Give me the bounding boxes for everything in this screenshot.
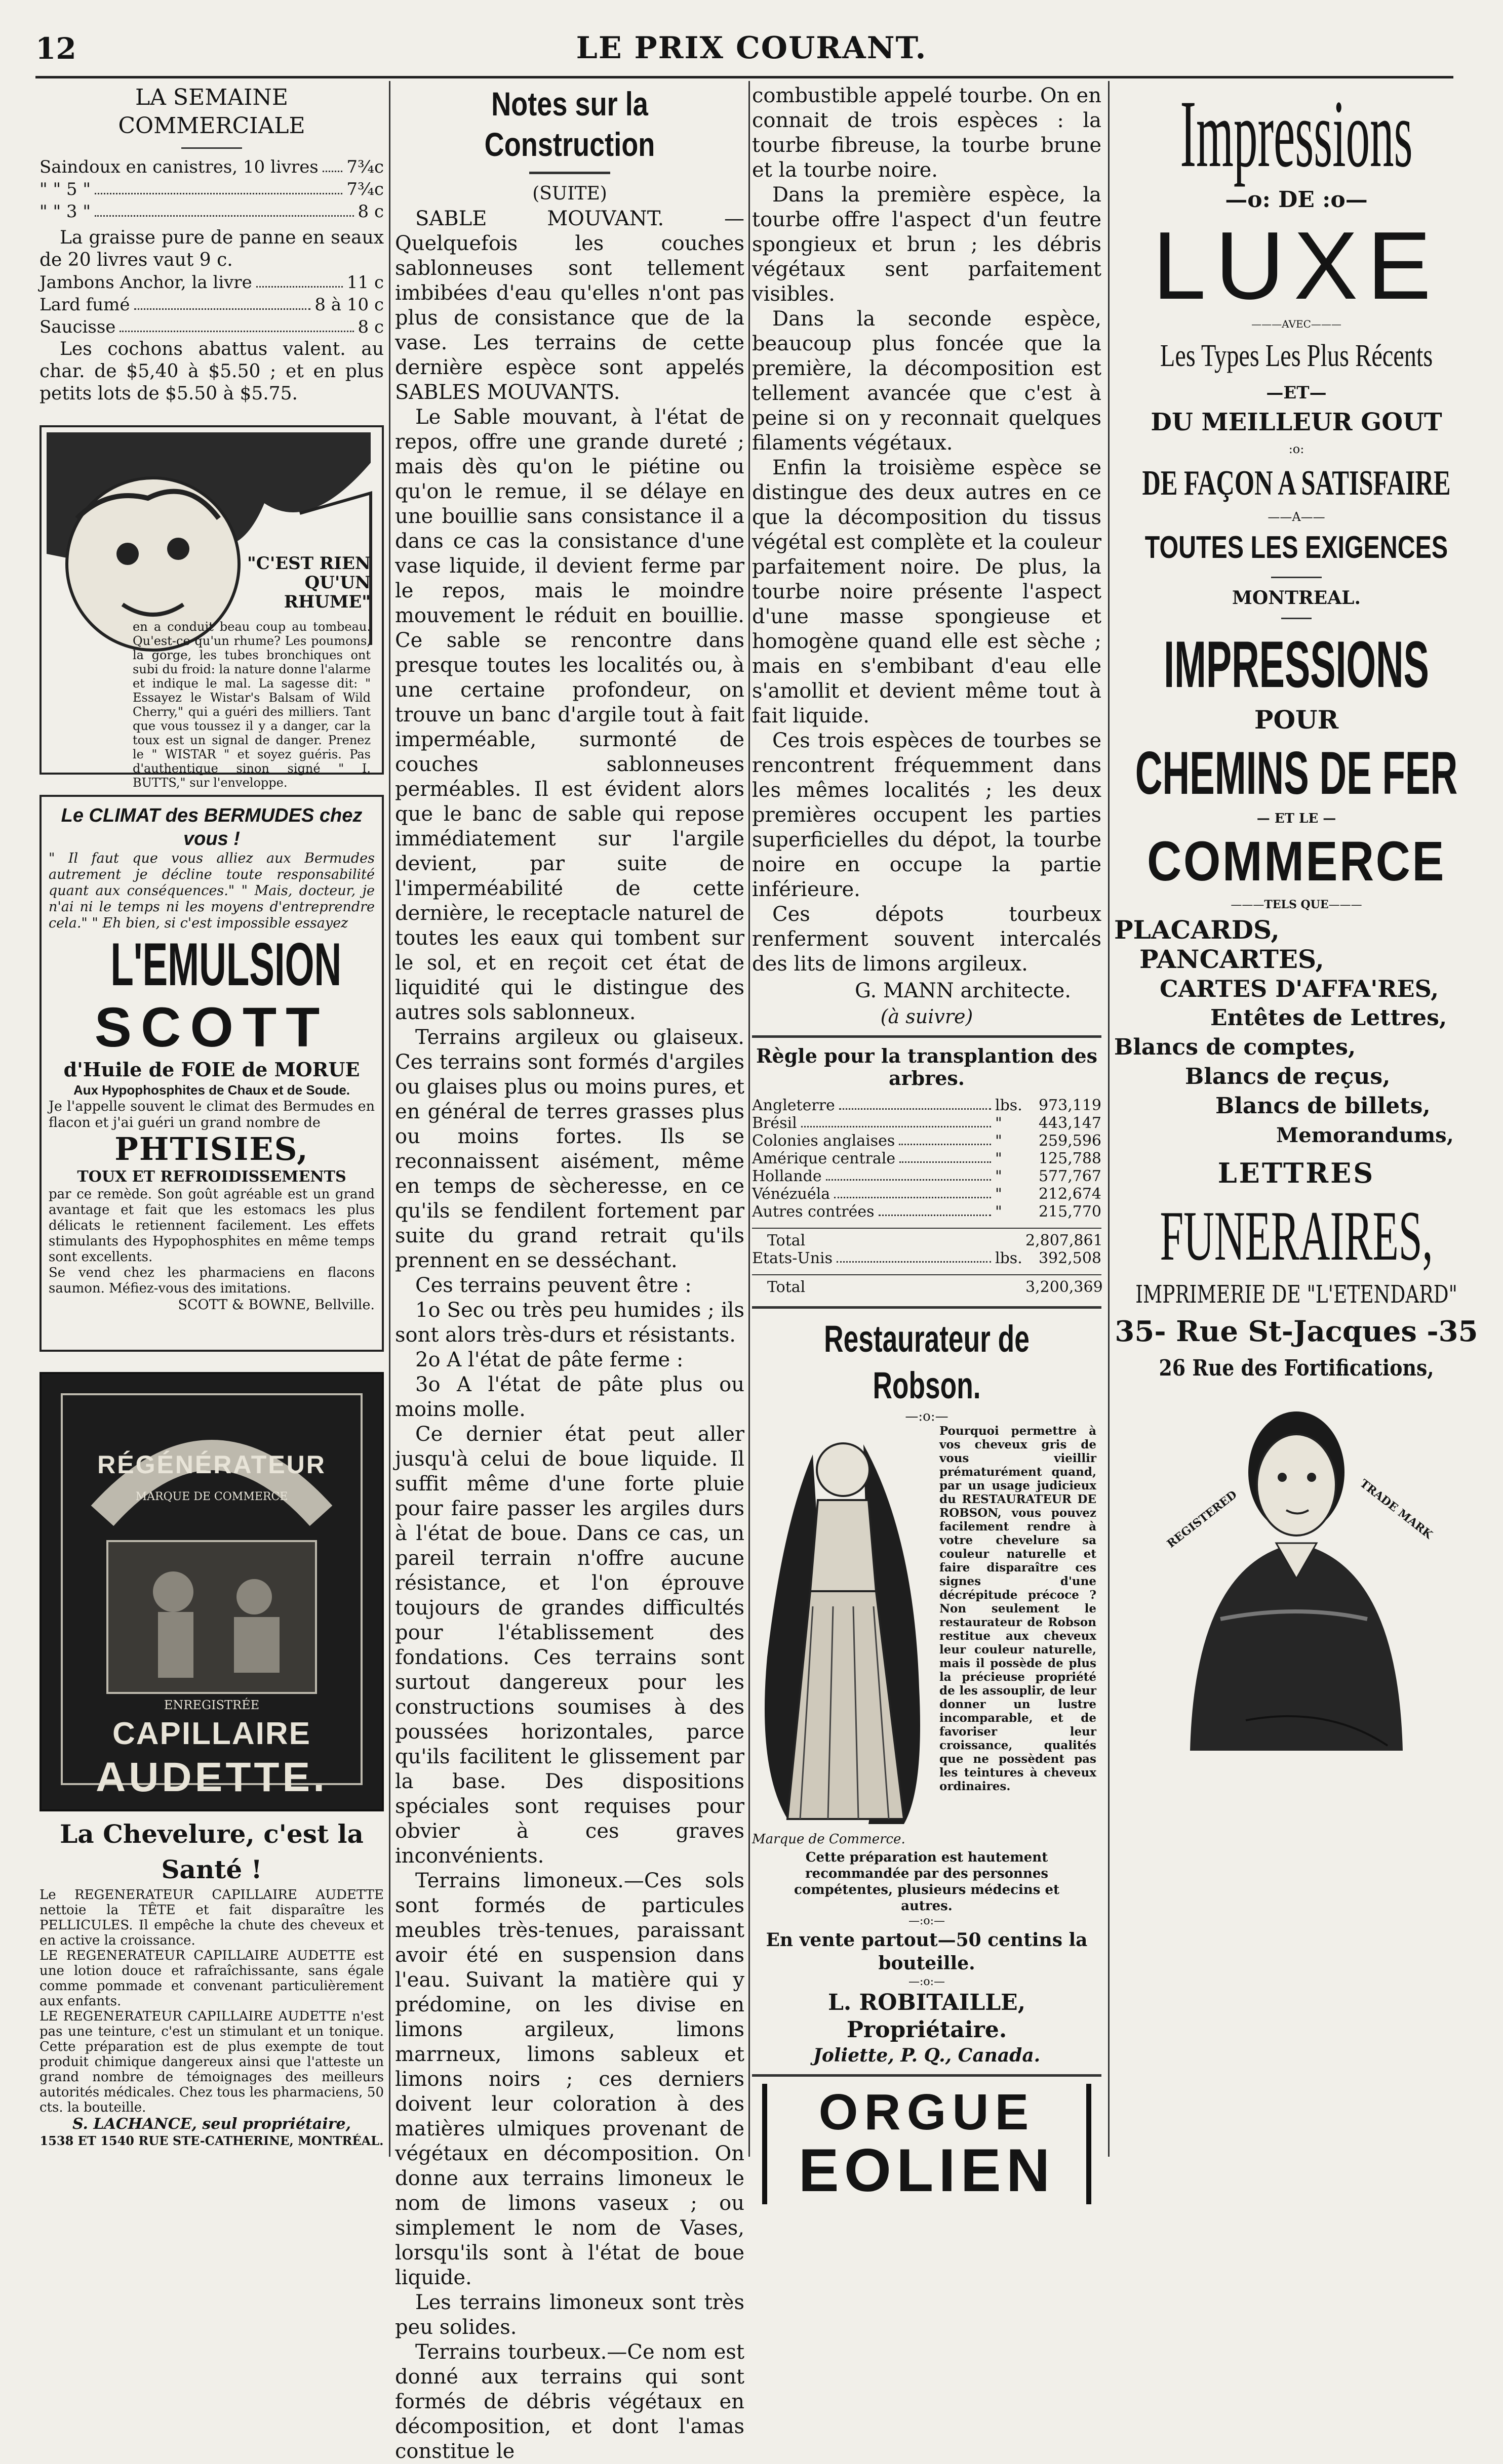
column-divider bbox=[748, 81, 750, 2157]
divider bbox=[529, 172, 610, 174]
table-total-row: Total 2,807,861 bbox=[752, 1228, 1101, 1249]
table-row: Angleterre lbs. 973,119 bbox=[752, 1097, 1101, 1114]
woman-illustration bbox=[752, 1424, 934, 1829]
scott-text-1: Je l'appelle souvent le climat des Bermudes en flacon et j'ai guéri un grand nombre de bbox=[49, 1099, 375, 1130]
address-line-1: 35- Rue St-Jacques -35 bbox=[1115, 1315, 1478, 1348]
article-author: G. MANN architecte. bbox=[854, 979, 1071, 1002]
article-paragraph: SABLE MOUVANT. — Quelquefois les couches sablonneuses sont tellement imbibées d'eau qu'elles n'ont pas plus de consistance que de la vase. Les terrains de cette dernière espèce sont appelés SABLES MOUVANTS. bbox=[395, 207, 744, 404]
article-paragraph: Ces terrains peuvent être : bbox=[415, 1274, 692, 1297]
a-line: ——A—— bbox=[1268, 510, 1325, 524]
list-item: PLACARDS, bbox=[1114, 915, 1280, 945]
table-row: Amérique centrale " 125,788 bbox=[752, 1150, 1101, 1167]
article-continued: (à suivre) bbox=[880, 1005, 973, 1028]
funeraires-line: FUNERAIRES, bbox=[1160, 1197, 1433, 1275]
regenerateur-body-2: LE REGENERATEUR CAPILLAIRE AUDETTE est une lotion douce et rafraîchissante, sans égale comme pommade et convenant particulièrement aux enfants. bbox=[39, 1948, 384, 2009]
robson-recommend: Cette préparation est hautement recommandée par des personnes compétentes, plusieurs médecins et autres. bbox=[794, 1850, 1060, 1914]
robson-price: En vente partout—50 centins la bouteille. bbox=[766, 1929, 1088, 1974]
scott-emulsion-ad bbox=[39, 795, 384, 1352]
table-row: Colonies anglaises " 259,596 bbox=[752, 1132, 1101, 1150]
trademark-label: TRADE MARK bbox=[1357, 1477, 1435, 1542]
avec-line: ———AVEC——— bbox=[1251, 318, 1341, 330]
de-line: —o: DE :o— bbox=[1225, 187, 1368, 213]
table-row: Etats-Unis lbs. 392,508 bbox=[752, 1249, 1101, 1267]
scott-disease: PHTISIES, bbox=[114, 1130, 309, 1167]
address-line-2: 26 Rue des Fortifications, bbox=[1159, 1355, 1434, 1381]
article-paragraph: 2o A l'état de pâte ferme : bbox=[415, 1348, 684, 1371]
article-paragraph: combustible appelé tourbe. On en connait de trois espèces : la tourbe fibreuse, la tourbe brune et la tourbe noire. bbox=[752, 84, 1101, 182]
market-heading: LA SEMAINE COMMERCIALE bbox=[118, 85, 305, 139]
scott-text-2: par ce remède. Son goût agréable est un grand avantage et fait que les estomacs les plus délicats le retiennent facilement. Les effets stimulants des Hypophosphites en même temps sont excellents. bbox=[49, 1187, 375, 1265]
sep-line: :o: bbox=[1288, 442, 1304, 456]
regenerateur-registered: ENREGISTRÉE bbox=[164, 1698, 260, 1712]
robson-owner: L. ROBITAILLE, Propriétaire. bbox=[827, 1990, 1026, 2043]
article-paragraph: Le Sable mouvant, à l'état de repos, offre une grande dureté ; mais dès qu'on le piétine ou qu'on le remue, il se délaye en une bouillie sans consistance il a dans ce cas la consistance d'une vase liquide, il devient ferme par le repos, mais le moindre mouvement le réduit en bouillie. Ce sable se rencontre dans presque toutes les localités ou, à une certaine profondeur, on trouve un banc d'argile tout à fait imperméable, surmonté de couches sablonneuses perméables. Il est évident alors que le banc de sable qui repose immédiatement sur l'argile devient, par suite de l'imperméabilité de cette dernière, le receptacle naturel de toutes les eaux qui tombent sur le sol, et en reçoit cet état de liquidité qui le distingue des autres sols sablonneux. bbox=[395, 406, 744, 1024]
regenerateur-ad-banner bbox=[39, 1372, 384, 1811]
market-line: " " 5 " 7¾c bbox=[39, 179, 384, 199]
portrait-illustration bbox=[1114, 1396, 1479, 1751]
regenerateur-trademark: MARQUE DE COMMERCE bbox=[135, 1490, 288, 1503]
article-title: Notes sur la Construction bbox=[484, 85, 655, 163]
regenerateur-capillaire: CAPILLAIRE bbox=[112, 1716, 311, 1751]
table-row: Brésil " 443,147 bbox=[752, 1114, 1101, 1132]
scott-signature: SCOTT & BOWNE, Bellville. bbox=[178, 1297, 375, 1313]
list-item: Blancs de billets, bbox=[1215, 1093, 1431, 1119]
lard-text: La graisse pure de panne en seaux de 20 livres vaut 9 c. bbox=[39, 227, 384, 270]
list-item: CARTES D'AFFA'RES, bbox=[1160, 975, 1439, 1002]
pour-line: POUR bbox=[1254, 705, 1339, 735]
et-line: —ET— bbox=[1266, 383, 1327, 403]
imprimerie-line: IMPRIMERIE DE "L'ETENDARD" bbox=[1135, 1280, 1457, 1309]
scott-sub2: Aux Hypophosphites de Chaux et de Soude. bbox=[73, 1082, 350, 1098]
market-line: Saindoux en canistres, 10 livres 7¾c bbox=[39, 157, 384, 177]
scott-text-3: Se vend chez les pharmaciens en flacons saumon. Méfiez-vous des imitations. bbox=[49, 1265, 375, 1296]
exigences-line: TOUTES LES EXIGENCES bbox=[1144, 530, 1448, 565]
article-paragraph: Ces trois espèces de tourbes se rencontrent fréquemment dans les mêmes localités ; les deux premières occupent les parties superficielles du dépot, la tourbe noire en occupe la partie inférieure. bbox=[752, 729, 1101, 901]
article-paragraph: Enfin la troisième espèce se distingue des deux autres en ce que la décomposition du tissus végétal est complète et la couleur parfaitement noire. De plus, la tourbe noire présente l'aspect d'une masse spongieuse et homogène quand elle est sèche ; mais en s'embibant d'eau elle s'amollit et devient même tout à fait liquide. bbox=[752, 456, 1101, 728]
scott-intro: " Il faut que vous alliez aux Bermudes autrement je décline toute responsabilité quant aux conséquences." " Mais, docteur, je n'ai ni le temps ni les moyens d'entreprendre cela." " Eh bien, si c'est impossible essayez bbox=[49, 851, 375, 931]
divider bbox=[1271, 577, 1322, 578]
column-divider bbox=[389, 81, 390, 2157]
etle-line: — ET LE — bbox=[1256, 811, 1336, 826]
registered-label: REGISTERED bbox=[1164, 1488, 1240, 1551]
montreal-line: MONTREAL. bbox=[1232, 587, 1361, 609]
list-item: Blancs de reçus, bbox=[1185, 1064, 1391, 1089]
scott-name-2: SCOTT bbox=[94, 996, 329, 1059]
regenerateur-owner: S. LACHANCE, seul propriétaire, bbox=[72, 2115, 351, 2133]
wistar-body: en a conduit beau coup au tombeau. Qu'est-ce qu'un rhume? Les poumons, la gorge, les tubes bronchiques ont subi du froid: la nature donne l'alarme et indique le mal. La sagesse dit: " Essayez le Wistar's Balsam of Wild Cherry," qui a guéri des milliers. Tant que vous toussez il y a danger, car la toux est un signal de danger. Prenez le " WISTAR " et soyez guéris. Pas d'authentique sinon signé " I. BUTTS," sur l'enveloppe. bbox=[133, 620, 371, 790]
commerce-line: COMMERCE bbox=[1147, 830, 1446, 893]
luxe-title: LUXE bbox=[1152, 212, 1441, 319]
article-suite: (SUITE) bbox=[532, 183, 607, 204]
table-row: Vénézuéla " 212,674 bbox=[752, 1185, 1101, 1203]
orgue-line-2: EOLIEN bbox=[798, 2136, 1055, 2204]
market-line: Lard fumé 8 à 10 c bbox=[39, 295, 384, 315]
list-item: Entêtes de Lettres, bbox=[1210, 1005, 1447, 1031]
page-title: LE PRIX COURANT. bbox=[576, 30, 927, 66]
list-item: PANCARTES, bbox=[1139, 944, 1324, 974]
wistar-ad bbox=[39, 425, 384, 790]
article-paragraph: Terrains argileux ou glaiseux. Ces terrains sont formés d'argiles ou glaises plus ou moins pures, et en général de terres grasses plus ou moins fortes. Ils se reconnaissent aisément, même en temps de sècheresse, en ce qu'ils se fendilent fortement par suite du grand retrait qu'ils prennent en se desséchant. bbox=[395, 1026, 744, 1272]
divider-ornament: —:o:— bbox=[908, 1915, 945, 1927]
types-line: Les Types Les Plus Récents bbox=[1160, 339, 1433, 373]
regenerateur-slogan: La Chevelure, c'est la Santé ! bbox=[60, 1819, 364, 1884]
impressions-title-2: IMPRESSIONS bbox=[1164, 627, 1429, 701]
telsque-line: ———TELS QUE——— bbox=[1231, 898, 1362, 911]
table-grand-total-row: Total 3,200,369 bbox=[752, 1274, 1101, 1296]
article-paragraph: Dans la première espèce, la tourbe offre l'aspect d'un feutre spongieux et brun ; les débris végétaux sent parfaitement visibles. bbox=[752, 183, 1101, 306]
article-paragraph: Terrains limoneux.—Ces sols sont formés de particules meubles très-tenues, paraissant avoir été en suspension dans l'eau. Suivant la matière qui y prédomine, on les divise en limons argileux, limons marrneux, limons sableux et limons noirs ; ces derniers doivent leur coloration à des matières ulmiques provenant de végétaux en décomposition. On donne aux terrains limoneux le nom de limons vaseux ; ou simplement le nom de Vases, lorsqu'ils sont à l'état de boue liquide. bbox=[395, 1869, 744, 2289]
scott-heading: Le CLIMAT des BERMUDES chez vous ! bbox=[61, 805, 363, 850]
impressions-title: Impressions bbox=[1180, 81, 1413, 187]
article-paragraph: 1o Sec ou très peu humides ; ils sont alors très-durs et résistants. bbox=[395, 1299, 744, 1347]
article-paragraph: Dans la seconde espèce, beaucoup plus foncée que la première, la décomposition est tellement avancée que c'est à peine si on y reconnait quelques filaments végétaux. bbox=[752, 307, 1101, 455]
divider bbox=[1281, 618, 1312, 619]
page-number: 12 bbox=[35, 31, 76, 66]
market-line: " " 3 " 8 c bbox=[39, 201, 384, 222]
header-rule bbox=[35, 76, 1453, 78]
pigs-text: Les cochons abattus valent. au char. de $5,40 à $5.50 ; et en plus petits lots de $5.50 à $5.75. bbox=[39, 339, 384, 404]
robson-title: Restaurateur de Robson. bbox=[824, 1318, 1030, 1406]
table-row: Autres contrées " 215,770 bbox=[752, 1203, 1101, 1221]
regenerateur-address: 1538 ET 1540 RUE STE-CATHERINE, MONTRÉAL. bbox=[39, 2133, 384, 2148]
column-1 bbox=[39, 84, 384, 2151]
regenerateur-audette: AUDETTE. bbox=[96, 1754, 328, 1800]
chemins-line: CHEMINS DE FER bbox=[1135, 739, 1458, 807]
scott-sub: d'Huile de FOIE de MORUE bbox=[63, 1058, 360, 1081]
article-paragraph: Les terrains limoneux sont très peu solides. bbox=[395, 2291, 744, 2339]
article-paragraph: Ces dépots tourbeux renferment souvent intercalés des lits de limons argileux. bbox=[752, 903, 1101, 976]
list-item: Memorandums, bbox=[1276, 1123, 1454, 1147]
orgue-eolien-ad bbox=[762, 2084, 1091, 2204]
robson-body: Pourquoi permettre à vos cheveux gris de vous vieillir prématurément quand, par un usage judicieux du RESTAURATEUR DE ROBSON, vous pouvez facilement rendre à votre chevelure sa couleur naturelle et faire disparaître ces signes d'une décrépitude précoce ? Non seulement le restaurateur de Robson restitue aux cheveux leur couleur naturelle, mais il possède de plus la précieuse propriété de les assouplir, de leur donner un lustre incomparable, et de favoriser leur croissance, qualités que ne possèdent pas les teintures à cheveux ordinaires. bbox=[939, 1424, 1096, 1793]
printing-list bbox=[1114, 915, 1479, 1150]
orgue-line-1: ORGUE bbox=[818, 2084, 1035, 2140]
lettres-line: LETTRES bbox=[1217, 1157, 1375, 1189]
robson-place: Joliette, P. Q., Canada. bbox=[813, 2045, 1041, 2066]
divider bbox=[752, 1035, 1101, 1038]
regenerateur-arch-title: RÉGÉNÉRATEUR bbox=[97, 1450, 326, 1479]
table-title: Règle pour la transplantion des arbres. bbox=[756, 1044, 1098, 1089]
market-line: Saucisse 8 c bbox=[39, 317, 384, 337]
divider bbox=[181, 147, 242, 149]
portrait-trademark bbox=[1114, 1396, 1479, 1761]
column-3 bbox=[752, 84, 1103, 2204]
facon-line: DE FAÇON A SATISFAIRE bbox=[1142, 464, 1451, 503]
export-table bbox=[752, 1097, 1101, 1296]
regenerateur-body-1: Le REGENERATEUR CAPILLAIRE AUDETTE nettoie la TÊTE et fait disparaître les PELLICULES. Il empêche la chute des cheveux et en active la croissance. bbox=[39, 1887, 384, 1948]
robson-ad-body bbox=[752, 1424, 1101, 1849]
gout-line: DU MEILLEUR GOUT bbox=[1151, 408, 1442, 436]
regenerateur-body-3: LE REGENERATEUR CAPILLAIRE AUDETTE n'est pas une teinture, c'est un stimulant et un tonique. Cette préparation est de plus exempte de tout produit chimique dangereux ainsi que l'atteste un grand nombre de témoignages des meilleurs autorités médicales. Chez tous les pharmaciens, 50 cts. la bouteille. bbox=[39, 2009, 384, 2115]
divider bbox=[752, 1306, 1101, 1309]
list-item: Blancs de comptes, bbox=[1114, 1034, 1356, 1060]
market-lines bbox=[39, 156, 384, 223]
article-paragraph: Terrains tourbeux.—Ce nom est donné aux terrains qui sont formés de débris végétaux en décomposition, et dont l'amas constitue le bbox=[395, 2340, 744, 2463]
scott-name-1: L'EMULSION bbox=[110, 931, 342, 998]
wistar-headline: "C'EST RIEN QU'UN RHUME" bbox=[247, 553, 371, 612]
column-4 bbox=[1114, 81, 1479, 2151]
column-2 bbox=[395, 84, 744, 2463]
divider-ornament: —:o:— bbox=[905, 1409, 948, 1424]
article-paragraph: 3o A l'état de pâte plus ou moins molle. bbox=[395, 1373, 744, 1421]
robson-trademark-caption: Marque de Commerce. bbox=[752, 1832, 905, 1847]
divider-ornament: —:o:— bbox=[908, 1975, 945, 1988]
table-row: Hollande " 577,767 bbox=[752, 1167, 1101, 1185]
scott-disease-2: TOUX ET REFROIDISSEMENTS bbox=[77, 1168, 346, 1186]
column-divider bbox=[1108, 81, 1110, 2157]
market-line: Jambons Anchor, la livre 11 c bbox=[39, 272, 384, 293]
article-paragraph: Ce dernier état peut aller jusqu'à celui de boue liquide. Il suffit même d'une forte pluie pour faire passer les argiles durs à l'état de boue. Dans ce cas, un pareil terrain n'offre aucune résistance, et l'on éprouve toujours de grandes difficultés pour l'établissement des fondations. Ces terrains sont surtout dangereux pour les constructions soumises à des poussées horizontales, parce qu'ils facilitent le glissement par la base. Des dispositions spéciales sont requises pour obvier à ces graves inconvénients. bbox=[395, 1423, 744, 1868]
divider bbox=[752, 2074, 1101, 2077]
